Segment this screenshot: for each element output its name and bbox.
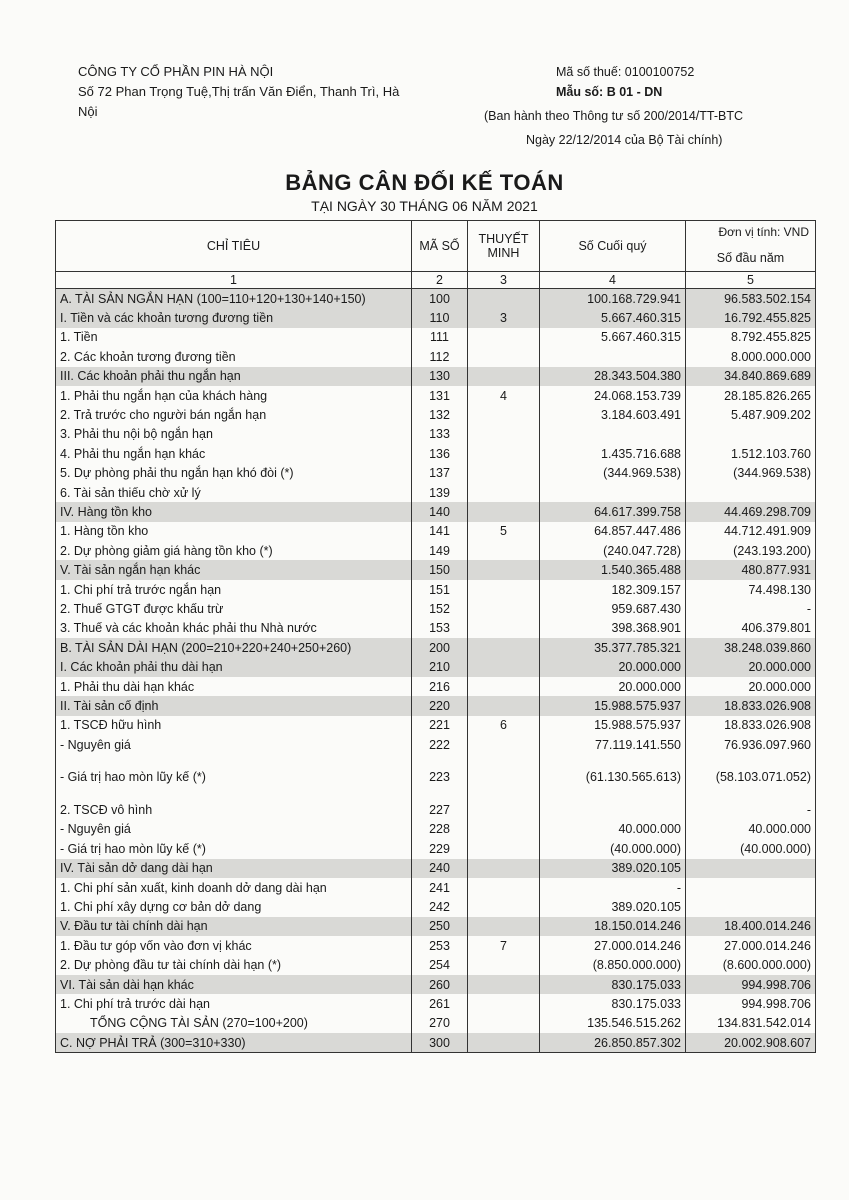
row-code: 216 xyxy=(412,677,468,696)
row-begin-value: 1.512.103.760 xyxy=(686,444,816,463)
row-begin-value: (58.103.071.052) xyxy=(686,754,816,800)
row-end-value: (40.000.000) xyxy=(540,839,686,858)
row-end-value: 830.175.033 xyxy=(540,975,686,994)
row-label: 2. Thuế GTGT được khấu trừ xyxy=(56,599,412,618)
row-begin-value: 8.792.455.825 xyxy=(686,328,816,347)
row-code: 110 xyxy=(412,308,468,327)
table-row xyxy=(56,677,816,696)
row-label: - Giá trị hao mòn lũy kế (*) xyxy=(56,839,412,858)
row-end-value: 3.184.603.491 xyxy=(540,405,686,424)
tax-code: Mã số thuế: 0100100752 xyxy=(556,65,695,79)
row-begin-value: 76.936.097.960 xyxy=(686,735,816,754)
row-code: 228 xyxy=(412,820,468,839)
table-row xyxy=(56,541,816,560)
row-end-value: 40.000.000 xyxy=(540,820,686,839)
row-code: 261 xyxy=(412,994,468,1013)
row-label: 2. Trả trước cho người bán ngắn hạn xyxy=(56,405,412,424)
row-code: 229 xyxy=(412,839,468,858)
row-begin-value xyxy=(686,897,816,916)
row-begin-value: 16.792.455.825 xyxy=(686,308,816,327)
row-label: III. Các khoản phải thu ngắn hạn xyxy=(56,367,412,386)
index-cell: 2 xyxy=(412,272,468,289)
row-label: - Giá trị hao mòn lũy kế (*) xyxy=(56,754,412,800)
row-note xyxy=(468,994,540,1013)
table-row xyxy=(56,735,816,754)
row-end-value: 5.667.460.315 xyxy=(540,308,686,327)
row-end-value: 64.617.399.758 xyxy=(540,502,686,521)
row-code: 149 xyxy=(412,541,468,560)
row-label: 2. Dự phòng đầu tư tài chính dài hạn (*) xyxy=(56,956,412,975)
table-row xyxy=(56,308,816,327)
row-note xyxy=(468,839,540,858)
row-end-value xyxy=(540,425,686,444)
row-label: IV. Tài sản dở dang dài hạn xyxy=(56,859,412,878)
row-begin-value: 134.831.542.014 xyxy=(686,1014,816,1033)
row-note xyxy=(468,897,540,916)
row-begin-value: 38.248.039.860 xyxy=(686,638,816,657)
row-note: 7 xyxy=(468,936,540,955)
row-label: 3. Thuế và các khoản khác phải thu Nhà nước xyxy=(56,619,412,638)
row-begin-value: 8.000.000.000 xyxy=(686,347,816,366)
row-end-value: (61.130.565.613) xyxy=(540,754,686,800)
row-end-value: 18.150.014.246 xyxy=(540,917,686,936)
issued-line-1: (Ban hành theo Thông tư số 200/2014/TT-BTC xyxy=(484,109,743,123)
row-begin-value: 28.185.826.265 xyxy=(686,386,816,405)
row-label: 1. Chi phí trả trước dài hạn xyxy=(56,994,412,1013)
row-label: VI. Tài sản dài hạn khác xyxy=(56,975,412,994)
row-end-value: (240.047.728) xyxy=(540,541,686,560)
index-cell: 3 xyxy=(468,272,540,289)
table-row xyxy=(56,994,816,1013)
row-note xyxy=(468,502,540,521)
row-begin-value: 44.712.491.909 xyxy=(686,522,816,541)
row-begin-value: (40.000.000) xyxy=(686,839,816,858)
row-label: 1. Tiền xyxy=(56,328,412,347)
row-code: 153 xyxy=(412,619,468,638)
row-begin-value: 480.877.931 xyxy=(686,560,816,579)
row-code: 132 xyxy=(412,405,468,424)
row-label: 1. Phải thu ngắn hạn của khách hàng xyxy=(56,386,412,405)
row-note xyxy=(468,580,540,599)
row-begin-value: 18.400.014.246 xyxy=(686,917,816,936)
row-code: 136 xyxy=(412,444,468,463)
row-label: 5. Dự phòng phải thu ngắn hạn khó đòi (*) xyxy=(56,464,412,483)
table-row xyxy=(56,956,816,975)
row-label: TỔNG CỘNG TÀI SẢN (270=100+200) xyxy=(56,1014,412,1033)
table-row xyxy=(56,897,816,916)
header-begin xyxy=(686,221,816,272)
row-end-value xyxy=(540,483,686,502)
table-row xyxy=(56,820,816,839)
row-code: 131 xyxy=(412,386,468,405)
row-note xyxy=(468,560,540,579)
document-title: BẢNG CÂN ĐỐI KẾ TOÁN xyxy=(285,170,564,195)
row-end-value: (8.850.000.000) xyxy=(540,956,686,975)
row-label: - Nguyên giá xyxy=(56,820,412,839)
row-note xyxy=(468,657,540,676)
table-row xyxy=(56,444,816,463)
row-note xyxy=(468,405,540,424)
row-code: 300 xyxy=(412,1033,468,1053)
row-code: 250 xyxy=(412,917,468,936)
table-row xyxy=(56,522,816,541)
row-end-value: 389.020.105 xyxy=(540,859,686,878)
row-label: A. TÀI SẢN NGẮN HẠN (100=110+120+130+140+150) xyxy=(56,289,412,309)
row-code: 140 xyxy=(412,502,468,521)
row-label: - Nguyên giá xyxy=(56,735,412,754)
table-row xyxy=(56,839,816,858)
row-label: 1. Phải thu dài hạn khác xyxy=(56,677,412,696)
row-end-value: 182.309.157 xyxy=(540,580,686,599)
row-note: 4 xyxy=(468,386,540,405)
row-code: 141 xyxy=(412,522,468,541)
row-code: 111 xyxy=(412,328,468,347)
row-note xyxy=(468,483,540,502)
row-note xyxy=(468,735,540,754)
index-cell: 1 xyxy=(56,272,412,289)
index-cell: 5 xyxy=(686,272,816,289)
row-note xyxy=(468,1033,540,1053)
form-header xyxy=(484,62,814,150)
row-code: 270 xyxy=(412,1014,468,1033)
table-row xyxy=(56,405,816,424)
row-begin-value: 5.487.909.202 xyxy=(686,405,816,424)
table-row xyxy=(56,800,816,819)
table-row xyxy=(56,917,816,936)
row-code: 200 xyxy=(412,638,468,657)
row-begin-value: 994.998.706 xyxy=(686,975,816,994)
table-row xyxy=(56,502,816,521)
row-begin-value: 994.998.706 xyxy=(686,994,816,1013)
row-end-value: 27.000.014.246 xyxy=(540,936,686,955)
row-begin-value xyxy=(686,878,816,897)
balance-sheet-table xyxy=(55,220,816,1053)
row-code: 253 xyxy=(412,936,468,955)
row-begin-value: - xyxy=(686,800,816,819)
row-end-value: 64.857.447.486 xyxy=(540,522,686,541)
table-row xyxy=(56,1014,816,1033)
unit-label: Đơn vị tính: VND xyxy=(718,225,809,239)
row-note xyxy=(468,859,540,878)
table-row xyxy=(56,483,816,502)
row-label: V. Tài sản ngắn hạn khác xyxy=(56,560,412,579)
row-end-value xyxy=(540,347,686,366)
row-label: 2. Dự phòng giảm giá hàng tồn kho (*) xyxy=(56,541,412,560)
header-end: Số Cuối quý xyxy=(540,221,686,272)
row-begin-value: 74.498.130 xyxy=(686,580,816,599)
row-code: 260 xyxy=(412,975,468,994)
row-label: 1. Chi phí xây dựng cơ bản dở dang xyxy=(56,897,412,916)
row-code: 223 xyxy=(412,754,468,800)
row-end-value: 28.343.504.380 xyxy=(540,367,686,386)
table-row xyxy=(56,716,816,735)
row-code: 130 xyxy=(412,367,468,386)
row-label: I. Các khoản phải thu dài hạn xyxy=(56,657,412,676)
row-begin-value xyxy=(686,483,816,502)
row-begin-value: 44.469.298.709 xyxy=(686,502,816,521)
row-note: 6 xyxy=(468,716,540,735)
row-begin-value: 34.840.869.689 xyxy=(686,367,816,386)
row-code: 151 xyxy=(412,580,468,599)
row-end-value: 24.068.153.739 xyxy=(540,386,686,405)
row-note xyxy=(468,367,540,386)
table-row xyxy=(56,619,816,638)
row-code: 242 xyxy=(412,897,468,916)
row-code: 254 xyxy=(412,956,468,975)
table-row xyxy=(56,560,816,579)
row-code: 133 xyxy=(412,425,468,444)
row-begin-value: 96.583.502.154 xyxy=(686,289,816,309)
row-end-value: - xyxy=(540,878,686,897)
row-end-value: 15.988.575.937 xyxy=(540,696,686,715)
table-row xyxy=(56,696,816,715)
row-label: B. TÀI SẢN DÀI HẠN (200=210+220+240+250+260) xyxy=(56,638,412,657)
header-label: CHỈ TIÊU xyxy=(56,221,412,272)
table-row xyxy=(56,386,816,405)
row-code: 240 xyxy=(412,859,468,878)
company-name: CÔNG TY CỔ PHẦN PIN HÀ NỘI xyxy=(78,64,274,79)
row-note xyxy=(468,425,540,444)
table-row xyxy=(56,638,816,657)
row-end-value: 26.850.857.302 xyxy=(540,1033,686,1053)
table-body xyxy=(56,289,816,1053)
row-note xyxy=(468,347,540,366)
row-begin-value: 406.379.801 xyxy=(686,619,816,638)
row-end-value: 35.377.785.321 xyxy=(540,638,686,657)
row-end-value: 959.687.430 xyxy=(540,599,686,618)
row-code: 221 xyxy=(412,716,468,735)
row-note: 5 xyxy=(468,522,540,541)
header-note: THUYẾT MINH xyxy=(468,221,540,272)
row-note xyxy=(468,917,540,936)
company-header xyxy=(78,62,418,122)
row-end-value: 5.667.460.315 xyxy=(540,328,686,347)
row-code: 227 xyxy=(412,800,468,819)
table-row xyxy=(56,1033,816,1053)
row-note xyxy=(468,754,540,800)
row-end-value: (344.969.538) xyxy=(540,464,686,483)
row-label: I. Tiền và các khoản tương đương tiền xyxy=(56,308,412,327)
row-label: V. Đầu tư tài chính dài hạn xyxy=(56,917,412,936)
row-note xyxy=(468,1014,540,1033)
table-row xyxy=(56,289,816,309)
row-note xyxy=(468,599,540,618)
table-row xyxy=(56,878,816,897)
row-note xyxy=(468,289,540,309)
row-code: 241 xyxy=(412,878,468,897)
row-end-value: 389.020.105 xyxy=(540,897,686,916)
row-end-value xyxy=(540,800,686,819)
row-note xyxy=(468,975,540,994)
balance-sheet xyxy=(55,220,815,1053)
table-row xyxy=(56,754,816,800)
row-note xyxy=(468,696,540,715)
row-note xyxy=(468,541,540,560)
row-code: 210 xyxy=(412,657,468,676)
row-note xyxy=(468,619,540,638)
table-row xyxy=(56,657,816,676)
document-subtitle: TẠI NGÀY 30 THÁNG 06 NĂM 2021 xyxy=(311,198,538,214)
row-note: 3 xyxy=(468,308,540,327)
row-begin-value: - xyxy=(686,599,816,618)
header-code: MÃ SỐ xyxy=(412,221,468,272)
row-label: 4. Phải thu ngắn hạn khác xyxy=(56,444,412,463)
row-begin-value: 18.833.026.908 xyxy=(686,696,816,715)
row-note xyxy=(468,800,540,819)
row-note xyxy=(468,638,540,657)
row-begin-value xyxy=(686,859,816,878)
issued-line-2: Ngày 22/12/2014 của Bộ Tài chính) xyxy=(526,133,723,147)
row-begin-value: 20.000.000 xyxy=(686,677,816,696)
table-row xyxy=(56,599,816,618)
row-code: 112 xyxy=(412,347,468,366)
row-begin-value: 20.002.908.607 xyxy=(686,1033,816,1053)
row-label: II. Tài sản cố định xyxy=(56,696,412,715)
index-cell: 4 xyxy=(540,272,686,289)
row-code: 139 xyxy=(412,483,468,502)
row-note xyxy=(468,444,540,463)
row-label: C. NỢ PHẢI TRẢ (300=310+330) xyxy=(56,1033,412,1053)
row-code: 152 xyxy=(412,599,468,618)
row-code: 222 xyxy=(412,735,468,754)
company-address: Số 72 Phan Trọng Tuệ,Thị trấn Văn Điển, Thanh Trì, Hà Nội xyxy=(78,84,400,119)
row-begin-value: 20.000.000 xyxy=(686,657,816,676)
row-label: 2. Các khoản tương đương tiền xyxy=(56,347,412,366)
row-note xyxy=(468,464,540,483)
row-begin-value: 27.000.014.246 xyxy=(686,936,816,955)
row-label: 1. Chi phí sản xuất, kinh doanh dở dang dài hạn xyxy=(56,878,412,897)
row-note xyxy=(468,820,540,839)
row-end-value: 15.988.575.937 xyxy=(540,716,686,735)
row-end-value: 1.540.365.488 xyxy=(540,560,686,579)
row-label: 2. TSCĐ vô hình xyxy=(56,800,412,819)
table-row xyxy=(56,425,816,444)
table-row xyxy=(56,347,816,366)
row-begin-value xyxy=(686,425,816,444)
row-code: 100 xyxy=(412,289,468,309)
row-code: 137 xyxy=(412,464,468,483)
row-end-value: 398.368.901 xyxy=(540,619,686,638)
row-begin-value: (344.969.538) xyxy=(686,464,816,483)
table-row xyxy=(56,936,816,955)
row-note xyxy=(468,878,540,897)
row-end-value: 1.435.716.688 xyxy=(540,444,686,463)
row-code: 220 xyxy=(412,696,468,715)
row-end-value: 20.000.000 xyxy=(540,677,686,696)
row-end-value: 100.168.729.941 xyxy=(540,289,686,309)
row-begin-value: 18.833.026.908 xyxy=(686,716,816,735)
table-row xyxy=(56,975,816,994)
row-note xyxy=(468,956,540,975)
row-label: 1. TSCĐ hữu hình xyxy=(56,716,412,735)
row-note xyxy=(468,328,540,347)
row-end-value: 135.546.515.262 xyxy=(540,1014,686,1033)
header-begin-label: Số đầu năm xyxy=(716,251,785,265)
row-end-value: 830.175.033 xyxy=(540,994,686,1013)
table-row xyxy=(56,464,816,483)
row-label: 1. Hàng tồn kho xyxy=(56,522,412,541)
row-begin-value: (243.193.200) xyxy=(686,541,816,560)
row-label: 6. Tài sản thiếu chờ xử lý xyxy=(56,483,412,502)
form-code: Mẫu số: B 01 - DN xyxy=(556,85,663,99)
row-note xyxy=(468,677,540,696)
row-begin-value: 40.000.000 xyxy=(686,820,816,839)
row-label: 1. Chi phí trả trước ngắn hạn xyxy=(56,580,412,599)
row-label: 3. Phải thu nội bộ ngắn hạn xyxy=(56,425,412,444)
table-row xyxy=(56,580,816,599)
row-label: IV. Hàng tồn kho xyxy=(56,502,412,521)
row-begin-value: (8.600.000.000) xyxy=(686,956,816,975)
row-end-value: 77.119.141.550 xyxy=(540,735,686,754)
row-end-value: 20.000.000 xyxy=(540,657,686,676)
table-row xyxy=(56,367,816,386)
row-label: 1. Đầu tư góp vốn vào đơn vị khác xyxy=(56,936,412,955)
table-row xyxy=(56,328,816,347)
row-code: 150 xyxy=(412,560,468,579)
table-row xyxy=(56,859,816,878)
